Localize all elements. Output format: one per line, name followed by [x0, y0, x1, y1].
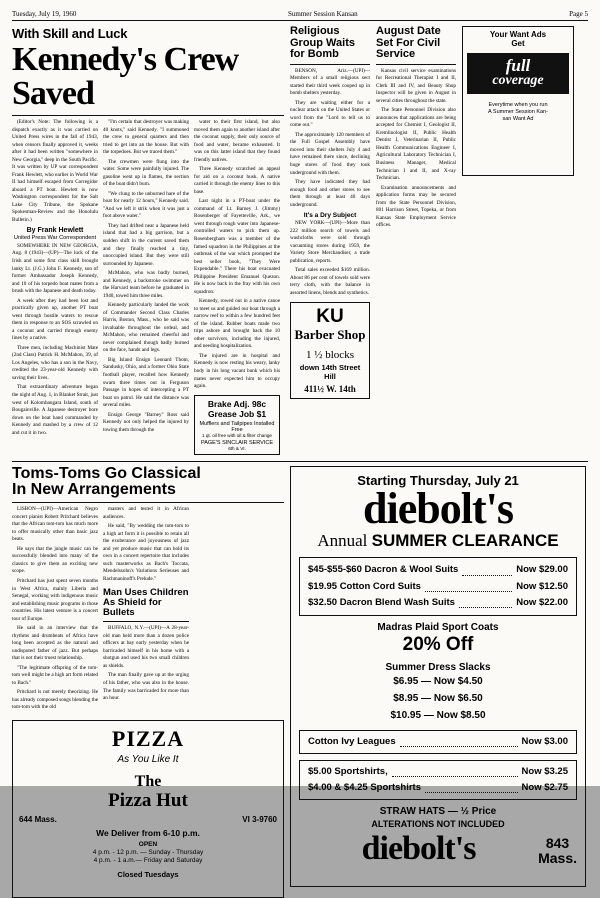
brake-line2: Grease Job $1: [207, 408, 267, 419]
pizza-sub: As You Like It: [117, 754, 179, 765]
lead-col2: "I'm certain that destroyer was making 40 knots," said Kennedy. "I summoned the crew to general quarters and then tried to get into an the house. But with the torpedoes. But we traced them." The crewmen were flung into the water. Some were painfully injured. The gasoline went up in flames, the section of the boat didn't burn. "We clung to the unburned hare of the boat for nearly 12 hours," Kennedy said. "And we left it strik when it was just a foot above water." They had drifted near a Japanese held island that had a big garrison, but a sudden shift in the current saved them and they finally reached a tiny, unoccupied island. But they were still surrounded by Japanese. McMahon, who was badly burned, and Kennedy, a backstroke swimmer on the Harvard team before he graduated in 1940, towed him three miles. Kennedy particularly landed the work of Commander Second Class Charles Harris, Boston, Mass., who he said was invaluable throughout the ordeal, and McMahon, who remained cheerful and never complained though badly burned on the face, hands and legs. Big Island Ensign Leonard Thom, Sandusky, Ohio, and a former Ohio State football player, recalled how Kennedy swam three times out in Ferguson Passage in hopes of intercepting a PT boat on patrol. He said the distance was several miles. Ensign George "Barney" Ross said Kennedy not only helped the injured by towing them through the: [103, 119, 189, 433]
ku-line5: 411½ W. 14th: [304, 383, 356, 394]
wantads-number: 7: [548, 61, 565, 99]
religious-headline: Religious Group Waits for Bomb: [290, 25, 355, 61]
august-story: [376, 26, 456, 455]
price-row: $5.00 Sportshirts, Now $3.25: [308, 765, 568, 777]
wantads-cover2: coverage: [492, 72, 544, 88]
august-body: Kansas civil service examinations for Recreational Therapist I and II, Clerk III and IV, and Beauty Shop Inspector will be given in August in several cities throughout the state. The State Personnel Division also announces that applications are being accepted for Chemist I, Geologist II, Kremlinologist II, Public Health Dentist I, Veterinarian II, Public Health Communications Engineer I, Agricultural Laboratory Technician I, Business Manager, Medical Technician I and II, and X-ray Technician. Examination announcements and application forms may be secured from the State Personnel Division, 801 Harrison Street, Topeka, or from Kansas State Employment Service offices.: [376, 67, 456, 229]
pizza-delivery: We Deliver from 6-10 p.m.: [96, 828, 200, 838]
pizza-hours1: 4 p.m. - 12 p.m. — Sunday - Thursday: [92, 849, 204, 856]
religious-subhead: It's a Dry Subject: [303, 212, 357, 220]
diebolt-foot-name: diebolt's: [361, 830, 476, 868]
masthead-date: Tuesday, July 19, 1960: [12, 10, 77, 18]
diebolt-slacks-head: Summer Dress Slacks: [385, 661, 491, 673]
ku-line3: 1 ½ blocks: [306, 348, 354, 361]
diebolt-slacks-0: $6.95 — Now $4.50: [393, 675, 483, 687]
diebolts-ad[interactable]: [290, 466, 586, 898]
price-row: Cotton Ivy Leagues Now $3.00: [308, 735, 568, 747]
wantads-line2: Get: [511, 38, 525, 48]
masthead-page: Page 5: [569, 10, 588, 18]
pizza-closed: Closed Tuesdays: [117, 870, 179, 879]
lead-headline: Kennedy's Crew Saved: [12, 41, 239, 112]
man-uses-children-headline: Man Uses Children As Shield for Bullets: [103, 586, 189, 618]
toms-headline1: Toms-Toms Go Classical: [12, 464, 201, 482]
wantads-line1: Your Want Ads: [489, 30, 547, 39]
ku-line1: KU: [316, 305, 344, 327]
masthead: [12, 10, 588, 21]
pizza-hut: Pizza Hut: [108, 790, 188, 811]
pizza-phone: VI 3-9760: [242, 815, 277, 824]
religious-story: [290, 26, 370, 455]
diebolt-sports-box: [299, 760, 577, 800]
diebolt-straw: STRAW HATS — ½ Price: [379, 806, 497, 818]
diebolt-ivy-box: [299, 730, 577, 754]
price-row: $32.50 Dacron Blend Wash Suits Now $22.00: [308, 596, 568, 608]
price-row: $45-$55-$60 Dacron & Wool Suits Now $29.00: [308, 564, 568, 576]
brake-line5: PAGE'S SINCLAIR SERVICE: [200, 439, 274, 446]
wantads-coverage-badge: [467, 53, 569, 99]
ku-line2: Barber Shop: [294, 326, 366, 342]
brake-line6: 6th & VI.: [228, 445, 246, 451]
diebolt-madras: Madras Plaid Sport Coats: [377, 621, 499, 633]
brake-line3: Mufflers and Tailpipes Installed Free: [199, 420, 275, 433]
ku-barber-ad[interactable]: [290, 302, 370, 399]
price-row: $19.95 Cotton Cord Suits Now $12.50: [308, 580, 568, 592]
pizza-hours2: 4 p.m. - 1 a.m.— Friday and Saturday: [93, 857, 203, 864]
wantads-bottom3: san Want Ad: [502, 116, 534, 123]
diebolt-annual: [299, 531, 577, 551]
diebolt-starting: Starting Thursday, July 21: [357, 472, 519, 488]
diebolt-address: 843 Mass.: [538, 835, 577, 866]
diebolt-annual-main: SUMMER CLEARANCE: [371, 531, 559, 551]
religious-body2: NEW YORK—(UPI)—More than 222 million search of towels and washcloths were sold through vacuuming stores during 1959, the Variety Store Merchandiser, a trade publication, reports. Total sales exceeded $169 million. About 86 per cent of towels sold were terry cloth, with the balance in assorted linens, blends and synthetics.: [290, 220, 370, 296]
pizza-open: OPEN: [138, 841, 158, 848]
brake-ad[interactable]: [194, 395, 280, 455]
diebolt-slacks-1: $8.95 — Now $6.50: [393, 692, 483, 704]
august-headline: August Date Set For Civil Service: [376, 25, 441, 61]
ku-line4: down 14th Street Hill: [299, 362, 361, 381]
masthead-paper: Summer Session Kansan: [287, 10, 358, 18]
pizza-the: The: [134, 773, 162, 790]
pizza-title: PIZZA: [111, 726, 185, 751]
lead-kicker: With Skill and Luck: [12, 26, 128, 41]
religious-body: BENSON, Ariz.—(UPI)—Members of a small religious sect started their third week cooped up in bomb shelters yesterday. They are waiting either for a nuclear attack on the United States or word from the "Lord to tell us to come out." The approximately 120 members of the Full Gospel Assembly have moved into their shelters July 4 and have remained there since, declining huge stores of food they took underground with them. They have indicated they had enough food and other stores to see them through at least 40 days underground.: [290, 67, 370, 208]
toms-toms-section: [12, 466, 284, 898]
diebolt-annual-pre: Annual: [317, 531, 368, 551]
diebolt-discount: 20% Off: [402, 633, 474, 655]
lead-col3: water to their first island, but also moved them again to another island after the coconut supply, their only source of food and water, became exhausted. It was on this latter island that they found friendly natives. Three Kennedy scratched an appeal for aid on a coconut husk. A native carried it through the enemy lines to this base. Last night in a PT-boat under the command of Lt. Barney J. (Jimmy) Rosenberger of Fayetteville, Ark., we went through rough water into Japanese-controlled waters to pick them up. Rosenbergham was a member of the famed squadron in the Philippines at the outbreak of the war which prompted the best seller book, "They Were Expendable." There his boat evacuated Philippine President Emanuel Quezon. He is now back in the fray with his own squadron. Kennedy, rowed out in a native canoe to meet us and guided our boat through a narrow reef to within a few hundred feet of the island. Rubber boats made two trips ashore and brought back the 10 other survivors, including the injured, and needing hospitalization. The injured are in hospital and Kennedy is now resting his weary, lanky body in his long vacant bunk which his mates never expected him to occupy again.: [194, 119, 280, 390]
toms-col2: masters and tested it in African audiences. He said, "By wedding the tom-tom to a high art form it is possible to retain all the exuberance and joyousness of jazz and yet produce music that can hold its own in a concert repertoire that includes such masterworks as Bach's Toccata, Mendelssohn's Variations Serieuses and Rachmaninoff's Prelude.": [103, 506, 189, 582]
brake-line1: Brake Adj. 98c: [207, 398, 267, 409]
diebolt-suits-box: [299, 557, 577, 615]
pizza-address: 644 Mass.: [19, 815, 57, 824]
wantads-bottom1: Everytime when you run: [488, 101, 548, 108]
price-row: $4.00 & $4.25 Sportshirts Now $2.75: [308, 782, 568, 794]
wantads-bottom2: A Summer Session Kan-: [488, 109, 548, 116]
lead-col1: (Editor's Note: The following is a dispatch exactly as it was carried on United Press wires in the fall of 1943, when censors finally approved it, weeks after it had been written "somewhere in New Georgia," deep in the South Pacific. It was written by UP war correspondent Frank Hewlett, who earlier in World War II had himself escaped from Corregidor aboard a PT boat. Hewlett is now Washington correspondent for the Salt Lake City Tribune, the Spokane Spokesman-Review and the Honolulu Bulletin.) By Frank Hewlett United Press War Correspondent SOMEWHERE IN NEW GEORGIA, Aug. 8 (1943)—(UP)—The luck of the Irish and some first class skill brought lanky Lt. (J.G.) John F. Kennedy, son of former Ambassador Joseph Kennedy, and 10 of his torpedo boat mates from a brush with the Japanese and death today. A week after they had been lost and practically given up, another PT boat went through hostile waters to rescue them in response to an SOS scrawled on a coconut and carried through enemy lines by a native. Three men, including Machinist Mate (2nd Class) Patrick H. McMahon, 39, of Los Angeles, who has a son in the Navy, credited the 23-year-old Kennedy with saving their lives. That extraordinary adventure began the night of Aug. 1, in Blanket Strait, just west of Kolombangara Island, south of Bougainville. A Japanese destroyer bore down on the boat hand commanded by Kennedy and mashed by a crew of 12 and cut it in two.: [12, 119, 98, 436]
pizza-hut-ad[interactable]: [12, 720, 284, 898]
want-ads-ad[interactable]: [462, 26, 574, 455]
wantads-cover1: full: [505, 55, 531, 75]
toms-col1: LISBON—(UPI)—American Negro concert pianist Robert Pritchard believes that the African tom-tom has much more to offer musically other than basic jazz beats. He says that the jungle music can be successfully blended into many of the classics to give them an exciting new scope. Pritchard has just spent seven months in West Africa, mainly Liberia and Senegal, working with indigenous music and establishing music programs in those countries. His latest venture is a concert tour of Europe. He said in an interview that the rhythms and drumbeats of Africa have long been accepted as the natural and undisputed father of jazz. But perhaps that is not their truest relationship. "The legitimate offspring of the tom-tom well might be a high art form related to Bach." Pritchard is not merely theorizing. He has already composed songs blending the tom-tom with the old: [12, 506, 99, 711]
lead-byline: By Frank Hewlett United Press War Correspondent: [13, 227, 97, 242]
man-uses-children-body: BUFFALO, N.Y.—(UPI)—A 28-year-old man held more than a dozen police officers at bay early yesterday when he barricaded himself in his home with a shotgun and used his two small children as shields. The man finally gave up at the urging of his father, who was also in the house. The family was barricaded for more than an hour.: [103, 625, 189, 702]
brake-line4: 1 qt. oil free with oil & filter change: [202, 432, 272, 438]
lead-story: [12, 26, 284, 455]
diebolt-slacks-2: $10.95 — Now $8.50: [390, 709, 486, 721]
diebolt-alterations: ALTERATIONS NOT INCLUDED: [371, 819, 505, 830]
diebolt-name: diebolt's: [363, 483, 513, 533]
toms-headline2: In New Arrangements: [12, 481, 176, 499]
